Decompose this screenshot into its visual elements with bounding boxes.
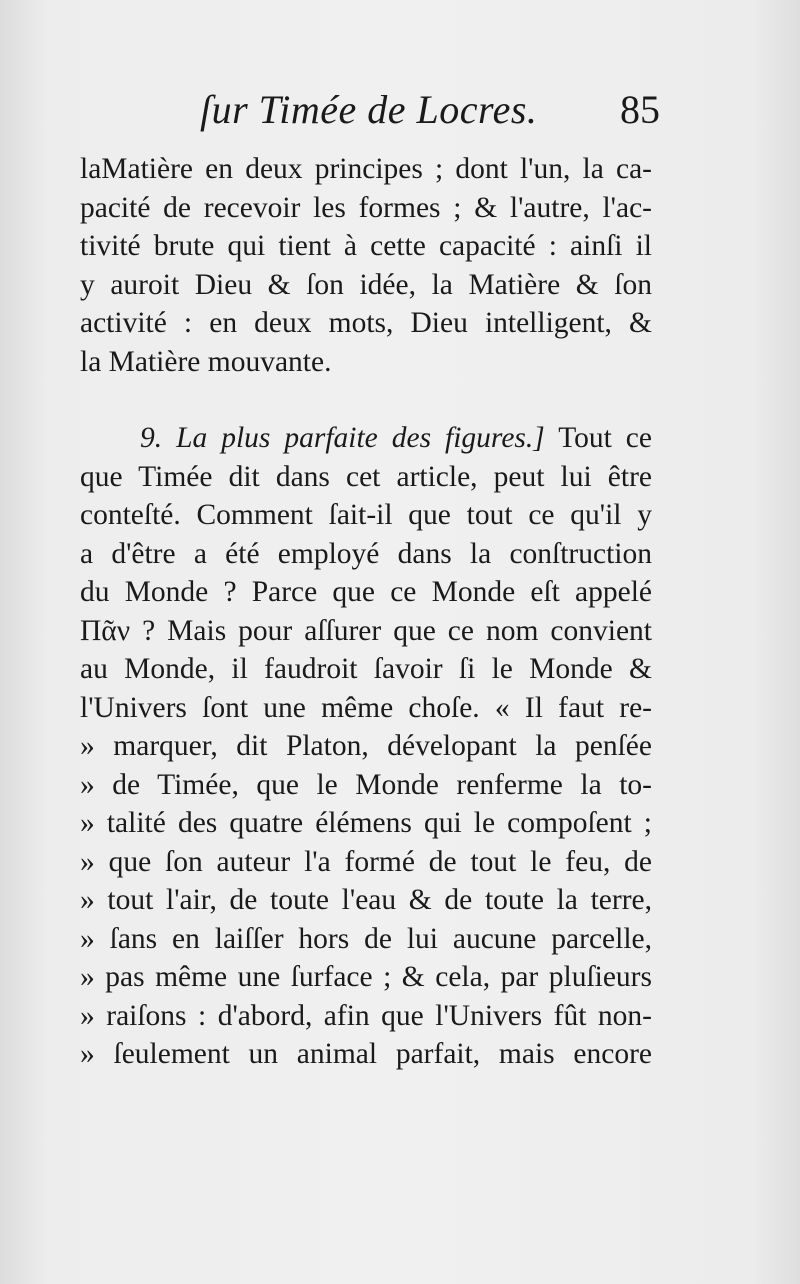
text-line: » ſeulement un animal parfait, mais encore: [80, 1038, 652, 1070]
note-title: La plus parfaite des figures.]: [176, 422, 545, 454]
page-number: 85: [620, 87, 660, 132]
text-line: a d'être a été employé dans la conſtruction: [80, 537, 652, 570]
note-heading-line: [80, 419, 652, 458]
text-line: Πᾶν ? Mais pour aſſurer que ce nom convient: [80, 614, 652, 647]
text-line: » talité des quatre élémens qui le compoſent ;: [80, 807, 652, 839]
text-line: » que ſon auteur l'a formé de tout le feu, de: [80, 845, 652, 878]
text-line: au Monde, il faudroit ſavoir ſi le Monde &: [80, 653, 652, 685]
text-line: » pas même une ſurface ; & cela, par pluſieurs: [80, 961, 652, 993]
text-line: » raiſons : d'abord, afin que l'Univers fût non-: [80, 999, 652, 1032]
text-line: la Matière mouvante.: [80, 345, 332, 378]
paragraph-1: [80, 150, 652, 381]
body-text: [80, 150, 652, 1074]
text-line: tivité brute qui tient à cette capacité : ainſi il: [80, 230, 652, 262]
text-line: y auroit Dieu & ſon idée, la Matière & ſon: [80, 268, 652, 301]
text-line: » marquer, dit Platon, dévelopant la penſée: [80, 730, 652, 762]
note-9: [80, 419, 652, 1074]
text-line: du Monde ? Parce que ce Monde eſt appelé: [80, 576, 652, 608]
text-line: l'Univers ſont une même choſe. « Il faut re-: [80, 691, 652, 724]
text-line: activité : en deux mots, Dieu intelligent, &: [80, 307, 652, 339]
note-first-line-text: Tout ce: [558, 422, 652, 454]
paragraph-gap: [80, 381, 652, 419]
text-line: pacité de recevoir les formes ; & l'autre, l'ac-: [80, 191, 652, 224]
running-title: ſur Timée de Locres.: [200, 87, 538, 132]
text-line: » tout l'air, de toute l'eau & de toute la terre,: [80, 884, 652, 916]
text-line: » ſans en laiſſer hors de lui aucune parcelle,: [80, 922, 652, 955]
page-header: [200, 86, 660, 136]
text-line: que Timée dit dans cet article, peut lui être: [80, 460, 652, 493]
text-line: laMatière en deux principes ; dont l'un, la ca-: [80, 153, 652, 185]
text-line: conteſté. Comment ſait-il que tout ce qu'il y: [80, 499, 652, 531]
note-number: 9.: [140, 422, 163, 454]
text-line: » de Timée, que le Monde renferme la to-: [80, 768, 652, 801]
